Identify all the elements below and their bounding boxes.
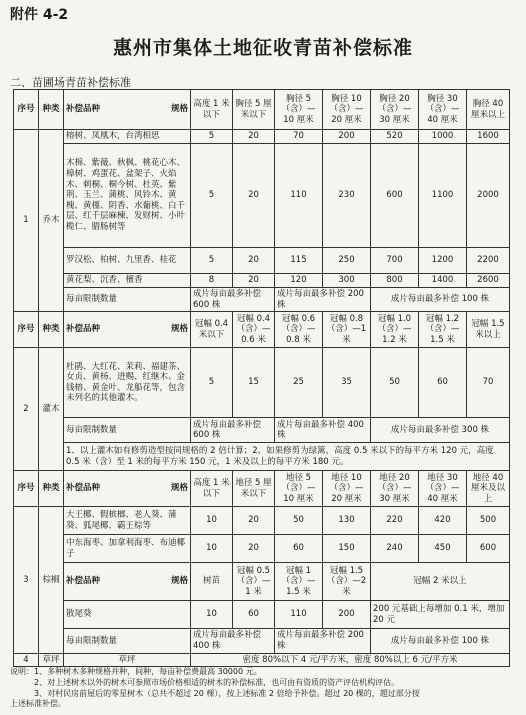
limit-label: 每亩限制数量 <box>64 418 191 443</box>
table-row <box>14 535 510 563</box>
header-name-spec <box>64 90 191 130</box>
limit-cell: 成片每亩最多补偿 600 株 <box>191 288 275 312</box>
value-cell: 200 <box>323 130 371 144</box>
table-row <box>14 601 510 629</box>
header-spec: 规格 <box>170 324 188 335</box>
value-cell: 240 <box>371 535 419 563</box>
row-type: 草坪 <box>39 653 64 667</box>
note-row <box>14 443 510 471</box>
value-cell: 700 <box>371 248 419 274</box>
header-col: 地径 5（含）—10 厘米 <box>275 471 323 507</box>
value-cell: 230 <box>323 144 371 248</box>
header-type: 种类 <box>39 90 64 130</box>
value-cell: 1100 <box>419 144 467 248</box>
value-cell: 420 <box>419 507 467 535</box>
value-cell: 800 <box>371 274 419 288</box>
table-row <box>14 348 510 418</box>
value-cell: 1000 <box>419 130 467 144</box>
limit-cell: 成片每亩最多补偿 300 株 <box>371 418 510 443</box>
header-name: 补偿品种 <box>66 576 101 587</box>
value-cell: 70 <box>275 130 323 144</box>
header-seq: 序号 <box>14 312 39 348</box>
header-type: 种类 <box>39 471 64 507</box>
limit-label: 每亩限制数量 <box>64 288 191 312</box>
value-cell: 250 <box>323 248 371 274</box>
value-cell: 50 <box>371 348 419 418</box>
note-line: 2、对上述树木以外的树木可参照市场价格相适的树木的补偿标准，也可由有资质的资产评估机构评估。 <box>10 677 400 687</box>
header-col: 地径 5 厘米以下 <box>233 471 275 507</box>
row-seq: 3 <box>14 507 39 653</box>
header-col: 冠幅 2 米以上 <box>371 563 510 601</box>
value-cell: 10 <box>191 535 233 563</box>
header-name-spec <box>64 312 191 348</box>
header-col: 胸径 10（含）—20 厘米 <box>323 90 371 130</box>
limit-cell: 成片每亩最多补偿 100 株 <box>371 629 510 653</box>
row-type: 灌木 <box>39 348 64 471</box>
header-col: 冠幅 1.5 米以上 <box>467 312 510 348</box>
value-cell: 5 <box>191 348 233 418</box>
header-spec: 规格 <box>170 576 188 587</box>
value-cell: 520 <box>371 130 419 144</box>
value-cell: 130 <box>323 507 371 535</box>
row-type: 棕榈 <box>39 507 64 653</box>
table-header-row <box>14 312 510 348</box>
header-col: 树苗 <box>191 563 233 601</box>
header-col: 地径 10（含）—20 厘米 <box>323 471 371 507</box>
header-col: 冠幅 0.5（含）—1 米 <box>233 563 275 601</box>
value-cell: 1400 <box>419 274 467 288</box>
attachment-label: 附件 4-2 <box>10 7 69 23</box>
value-cell: 600 <box>371 144 419 248</box>
row-seq: 1 <box>14 130 39 312</box>
value-cell: 110 <box>275 601 323 629</box>
limit-row <box>14 288 510 312</box>
header-col: 冠幅 1.5（含）—2 米 <box>323 563 371 601</box>
limit-cell: 成片每亩最多补偿 100 株 <box>371 288 510 312</box>
value-cell: 1600 <box>467 130 510 144</box>
header-col: 胸径 5 厘米以下 <box>233 90 275 130</box>
value-cell: 200 元基础上每增加 0.1 米，增加 20 元 <box>371 601 510 629</box>
header-col: 胸径 20（含）—30 厘米 <box>371 90 419 130</box>
page-title: 惠州市集体土地征收青苗补偿标准 <box>112 37 413 59</box>
limit-cell: 成片每亩最多补偿 200 株 <box>275 288 371 312</box>
species-cell: 木棉、紫薇、秋枫、桃花心木、樟树、鸡蛋花、盆架子、火焰木、刺桐、桐今树、杜英、紫荆、玉兰、蒲桃、风铃木、黄槐、黄槿、阴香、水葡桃、白千层、红千层麻楝、发财树、小叶榄仁、腊肠树等 <box>64 144 191 248</box>
limit-row <box>14 418 510 443</box>
header-name-spec <box>64 563 191 601</box>
header-col: 胸径 40 厘米以上 <box>467 90 510 130</box>
table-header-row <box>14 90 510 130</box>
header-col: 冠幅 0.8（含）—1 米 <box>323 312 371 348</box>
species-cell: 大王椰、假槟榔、老人葵、蒲葵、狐尾椰、霸王棕等 <box>64 507 191 535</box>
header-col: 地径 30（含）—40 厘米 <box>419 471 467 507</box>
value-cell: 70 <box>467 348 510 418</box>
value-cell: 1200 <box>419 248 467 274</box>
lawn-value: 密度 80%以下 4 元/平方米，密度 80%以上 6 元/平方米 <box>191 653 510 667</box>
header-spec: 规格 <box>170 483 188 494</box>
section-heading: 二、苗圃场青苗补偿标准 <box>10 76 131 89</box>
header-col: 高度 1 米以下 <box>191 90 233 130</box>
value-cell: 35 <box>323 348 371 418</box>
header-col: 地径 20（含）—30 厘米 <box>371 471 419 507</box>
header-type: 种类 <box>39 312 64 348</box>
row-type: 乔木 <box>39 130 64 312</box>
value-cell: 2200 <box>467 248 510 274</box>
value-cell: 20 <box>233 507 275 535</box>
species-cell: 散尾葵 <box>64 601 191 629</box>
species-cell: 榕树、凤凰木，台湾相思 <box>64 130 191 144</box>
value-cell: 60 <box>419 348 467 418</box>
note-line: 说明：1、多种树木多种规格并种，间种，每亩补偿费最高 30000 元。 <box>10 667 262 676</box>
value-cell: 220 <box>371 507 419 535</box>
value-cell: 10 <box>191 601 233 629</box>
note-line: 3、对村民房前屋后的零星树木（总共不超过 20 棵），按上述标准 2 倍给予补偿。超过 20 棵的，超过部分按 <box>10 688 420 698</box>
species-cell: 杜鹃、大红花、茉莉、福建茶、女贞、黄杨、进赐、红继木、金钱榕、黄金叶、龙船花等，包含未列名的其他灌木。 <box>64 348 191 418</box>
header-col: 地径 40 厘米及以上 <box>467 471 510 507</box>
value-cell: 150 <box>323 535 371 563</box>
species-cell: 中东海枣、加拿利海枣、布迪椰子 <box>64 535 191 563</box>
header-name: 补偿品种 <box>66 324 101 335</box>
limit-cell: 成片每亩最多补偿 400 株 <box>191 629 275 653</box>
notes <box>10 667 520 710</box>
header-name: 补偿品种 <box>66 483 101 494</box>
table-row <box>14 653 510 667</box>
header-col: 胸径 30（含）—40 厘米 <box>419 90 467 130</box>
value-cell: 5 <box>191 130 233 144</box>
value-cell: 450 <box>419 535 467 563</box>
table-row <box>14 130 510 144</box>
header-col: 高度 1 米以下 <box>191 471 233 507</box>
value-cell: 2000 <box>467 144 510 248</box>
value-cell: 200 <box>323 601 371 629</box>
row-seq: 2 <box>14 348 39 471</box>
value-cell: 8 <box>191 274 233 288</box>
value-cell: 15 <box>233 348 275 418</box>
species-cell: 罗汉松、柏树、九里香、桂花 <box>64 248 191 274</box>
value-cell: 5 <box>191 144 233 248</box>
limit-cell: 成片每亩最多补偿 400 株 <box>275 418 371 443</box>
row-seq: 4 <box>14 653 39 667</box>
species-cell: 黄花梨、沉香、檀香 <box>64 274 191 288</box>
value-cell: 115 <box>275 248 323 274</box>
limit-cell: 成片每亩最多补偿 200 株 <box>275 629 371 653</box>
shrub-note: 1、以上灌木如有修剪造型按同规格的 2 倍计算；2、如果修剪为绿篱，高度 0.5 米以下的每平方米 120 元，高度 0.5 米（含）至 1 米的每平方米 150 元，1 米及以上的每平方米 180 元。 <box>64 443 510 471</box>
value-cell: 5 <box>191 248 233 274</box>
value-cell: 20 <box>233 274 275 288</box>
header-seq: 序号 <box>14 90 39 130</box>
header-col: 冠幅 0.6（含）—0.8 米 <box>275 312 323 348</box>
header-col: 冠幅 1（含）—1.5 米 <box>275 563 323 601</box>
header-seq: 序号 <box>14 471 39 507</box>
value-cell: 500 <box>467 507 510 535</box>
value-cell: 25 <box>275 348 323 418</box>
table-header-row <box>14 563 510 601</box>
limit-label: 每亩限制数量 <box>64 629 191 653</box>
value-cell: 600 <box>467 535 510 563</box>
table-row <box>14 274 510 288</box>
value-cell: 20 <box>233 130 275 144</box>
note-line: 上述标准补偿。 <box>10 699 66 709</box>
table-header-row <box>14 471 510 507</box>
value-cell: 20 <box>233 144 275 248</box>
table-row <box>14 507 510 535</box>
header-col: 冠幅 1.0（含）—1.2 米 <box>371 312 419 348</box>
value-cell: 50 <box>275 507 323 535</box>
value-cell: 60 <box>275 535 323 563</box>
limit-row <box>14 629 510 653</box>
limit-cell: 成片每亩最多补偿 600 株 <box>191 418 275 443</box>
value-cell: 300 <box>323 274 371 288</box>
value-cell: 2600 <box>467 274 510 288</box>
value-cell: 110 <box>275 144 323 248</box>
value-cell: 60 <box>233 601 275 629</box>
compensation-table <box>13 89 510 667</box>
header-name: 补偿品种 <box>66 104 101 115</box>
value-cell: 120 <box>275 274 323 288</box>
value-cell: 20 <box>233 535 275 563</box>
value-cell: 20 <box>233 248 275 274</box>
table-row <box>14 248 510 274</box>
header-col: 冠幅 0.4（含）—0.6 米 <box>233 312 275 348</box>
value-cell: 10 <box>191 507 233 535</box>
header-col: 胸径 5（含）—10 厘米 <box>275 90 323 130</box>
header-col: 冠幅 1.2（含）—1.5 米 <box>419 312 467 348</box>
species-cell: 草坪 <box>64 653 191 667</box>
table-row <box>14 144 510 248</box>
header-col: 冠幅 0.4 米以下 <box>191 312 233 348</box>
header-spec: 规格 <box>170 104 188 115</box>
header-name-spec <box>64 471 191 507</box>
